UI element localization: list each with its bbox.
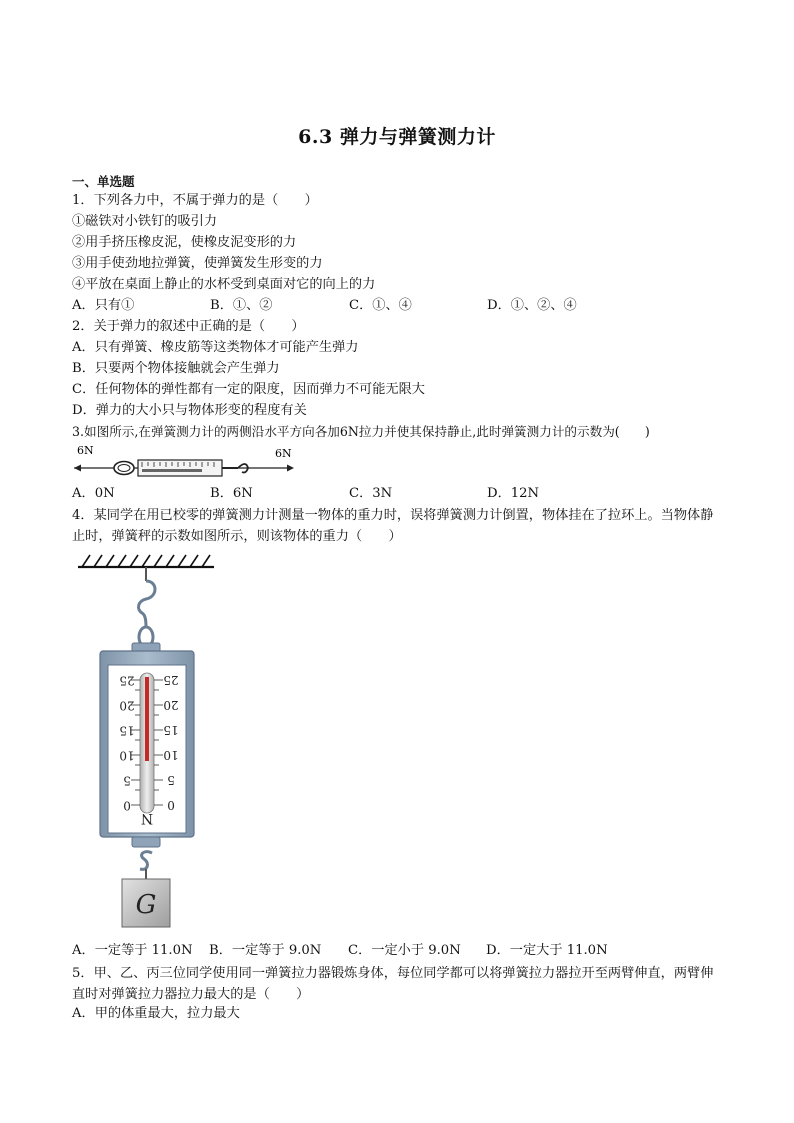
q2-option-a[interactable]: A．只有弹簧、橡皮筋等这类物体才可能产生弹力 xyxy=(72,340,359,355)
q2-option-b[interactable]: B．只要两个物体接触就会产生弹力 xyxy=(72,361,280,376)
scale-label: 20 xyxy=(119,698,135,713)
section-heading: 一、单选题 xyxy=(72,174,135,189)
scale-label: 0 xyxy=(123,798,131,813)
q4-stem: 4．某同学在用已校零的弹簧测力计测量一物体的重力时，误将弹簧测力计倒置，物体挂在了拉环上。当物体静止时，弹簧秤的示数如图所示，则该物体的重力（ ） xyxy=(72,508,714,544)
top-hook-icon xyxy=(139,581,155,627)
weight-label: G xyxy=(135,890,157,920)
inverted-spring-scale-figure xyxy=(74,553,224,933)
bottom-hook-icon xyxy=(140,852,152,870)
bottom-clamp xyxy=(132,837,160,847)
q4-option-c[interactable]: C．一定小于 9.0N xyxy=(348,943,461,958)
q5-stem: 5．甲、乙、丙三位同学使用同一弹簧拉力器锻炼身体，每位同学都可以将弹簧拉力器拉开至两臂伸直，两臂伸直时对弹簧拉力器拉力最大的是（ ） xyxy=(72,966,714,1002)
q2-stem: 2．关于弹力的叙述中正确的是（ ） xyxy=(72,319,305,334)
q1-option-d[interactable]: D．①、②、④ xyxy=(487,298,577,313)
right-force-label: 6N xyxy=(275,447,292,460)
unit-label: N xyxy=(140,810,154,826)
q2-option-c[interactable]: C．任何物体的弹性都有一定的限度，因而弹力不可能无限大 xyxy=(72,382,425,397)
q3-stem: 3.如图所示,在弹簧测力计的两侧沿水平方向各加6N拉力并使其保持静止,此时弹簧测力计的示数为( ) xyxy=(72,424,650,439)
scale-label: 10 xyxy=(119,748,135,763)
q4-option-a[interactable]: A．一定等于 11.0N xyxy=(72,943,193,958)
page-title: 6.3 弹力与弹簧测力计 xyxy=(298,126,496,148)
q1-item: ③用手使劲地拉弹簧，使弹簧发生形变的力 xyxy=(72,256,323,271)
q2-option-d[interactable]: D．弹力的大小只与物体形变的程度有关 xyxy=(72,403,307,418)
q1-stem: 1．下列各力中，不属于弹力的是（ ） xyxy=(72,193,318,208)
scale-label: 0 xyxy=(167,798,175,812)
scale-label: 25 xyxy=(163,673,179,687)
q1-option-c[interactable]: C．①、④ xyxy=(349,298,412,313)
q5-option-a[interactable]: A．甲的体重最大，拉力最大 xyxy=(72,1006,240,1021)
q1-option-b[interactable]: B．①、② xyxy=(210,298,273,313)
scale-label: 15 xyxy=(163,723,179,737)
q4-option-d[interactable]: D．一定大于 11.0N xyxy=(486,943,608,958)
q3-option-b[interactable]: B．6N xyxy=(210,486,253,501)
scale-label: 5 xyxy=(167,773,175,787)
q1-item: ④平放在桌面上静止的水杯受到桌面对它的向上的力 xyxy=(72,277,376,292)
q3-option-a[interactable]: A．0N xyxy=(72,486,115,501)
scale-label: 15 xyxy=(119,723,135,738)
q3-option-c[interactable]: C．3N xyxy=(349,486,393,501)
right-arrow-icon xyxy=(287,465,294,472)
scale-rod xyxy=(142,469,202,472)
q1-option-a[interactable]: A．只有① xyxy=(72,298,135,313)
scale-label: 20 xyxy=(163,698,179,712)
ceiling-hatch xyxy=(82,555,210,567)
scale-label: 25 xyxy=(119,673,135,688)
q1-item: ②用手挤压橡皮泥，使橡皮泥变形的力 xyxy=(72,235,297,250)
red-column xyxy=(145,677,149,761)
q4-option-b[interactable]: B．一定等于 9.0N xyxy=(209,943,322,958)
scale-label: 10 xyxy=(163,748,179,762)
scale-label: 5 xyxy=(123,773,131,788)
scale-body xyxy=(138,460,222,476)
left-arrow-icon xyxy=(74,465,81,472)
q1-item: ①磁铁对小铁钉的吸引力 xyxy=(72,214,218,229)
left-force-label: 6N xyxy=(77,444,94,457)
q3-option-d[interactable]: D．12N xyxy=(487,486,540,501)
ring-inner xyxy=(118,465,130,472)
horizontal-spring-scale-figure xyxy=(72,442,302,482)
